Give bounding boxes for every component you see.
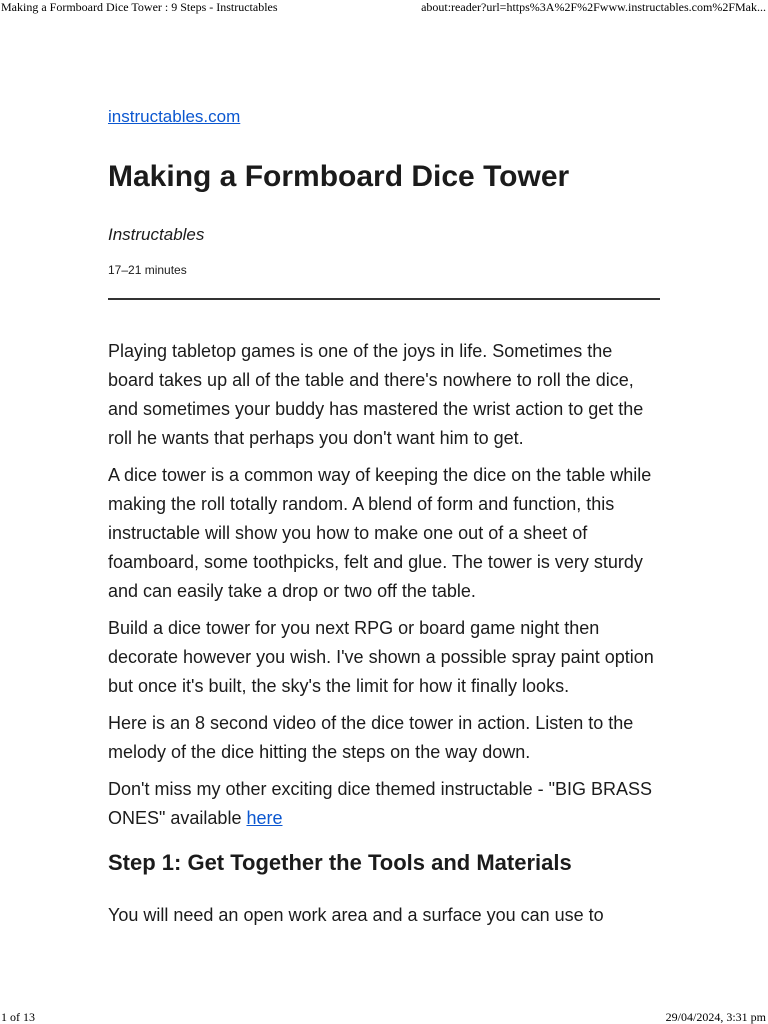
print-page-number: 1 of 13 <box>1 1010 35 1024</box>
print-header <box>0 0 768 16</box>
article-paragraph: Build a dice tower for you next RPG or board game night then decorate however you wish. I've shown a possible spray paint option but once it's built, the sky's the limit for how it finally looks. <box>108 618 654 696</box>
link-paragraph-text: Don't miss my other exciting dice themed instructable - "BIG BRASS ONES" available <box>108 779 653 828</box>
header-divider <box>108 298 660 300</box>
print-url: about:reader?url=https%3A%2F%2Fwww.instructables.com%2FMak... <box>421 0 766 14</box>
print-timestamp: 29/04/2024, 3:31 pm <box>665 1010 766 1024</box>
article-paragraph: A dice tower is a common way of keeping the dice on the table while making the roll totally random. A blend of form and function, this instructable will show you how to make one out of a sheet of foamboard, some toothpicks, felt and glue. The tower is very sturdy and can easily take a drop or two off the table. <box>108 465 652 601</box>
print-footer <box>0 1010 768 1024</box>
print-page-title: Making a Formboard Dice Tower : 9 Steps - Instructables <box>1 0 278 14</box>
article-byline: Instructables <box>108 225 205 244</box>
source-domain-link[interactable]: instructables.com <box>108 107 241 126</box>
article-body <box>108 337 660 938</box>
reader-view-article <box>108 106 660 925</box>
article-paragraph: Playing tabletop games is one of the joys in life. Sometimes the board takes up all of the table and there's nowhere to roll the dice, and sometimes your buddy has mastered the wrist action to get the roll he wants that perhaps you don't want him to get. <box>108 341 644 448</box>
reading-time: 17–21 minutes <box>108 263 187 277</box>
big-brass-ones-link[interactable]: here <box>246 808 283 828</box>
step-1-paragraph: You will need an open work area and a surface you can use to <box>108 905 604 925</box>
article-title: Making a Formboard Dice Tower <box>108 160 570 193</box>
article-paragraph: Here is an 8 second video of the dice tower in action. Listen to the melody of the dice hitting the steps on the way down. <box>108 713 634 762</box>
step-1-heading: Step 1: Get Together the Tools and Materials <box>108 850 572 875</box>
article-paragraph-with-link <box>108 775 660 833</box>
